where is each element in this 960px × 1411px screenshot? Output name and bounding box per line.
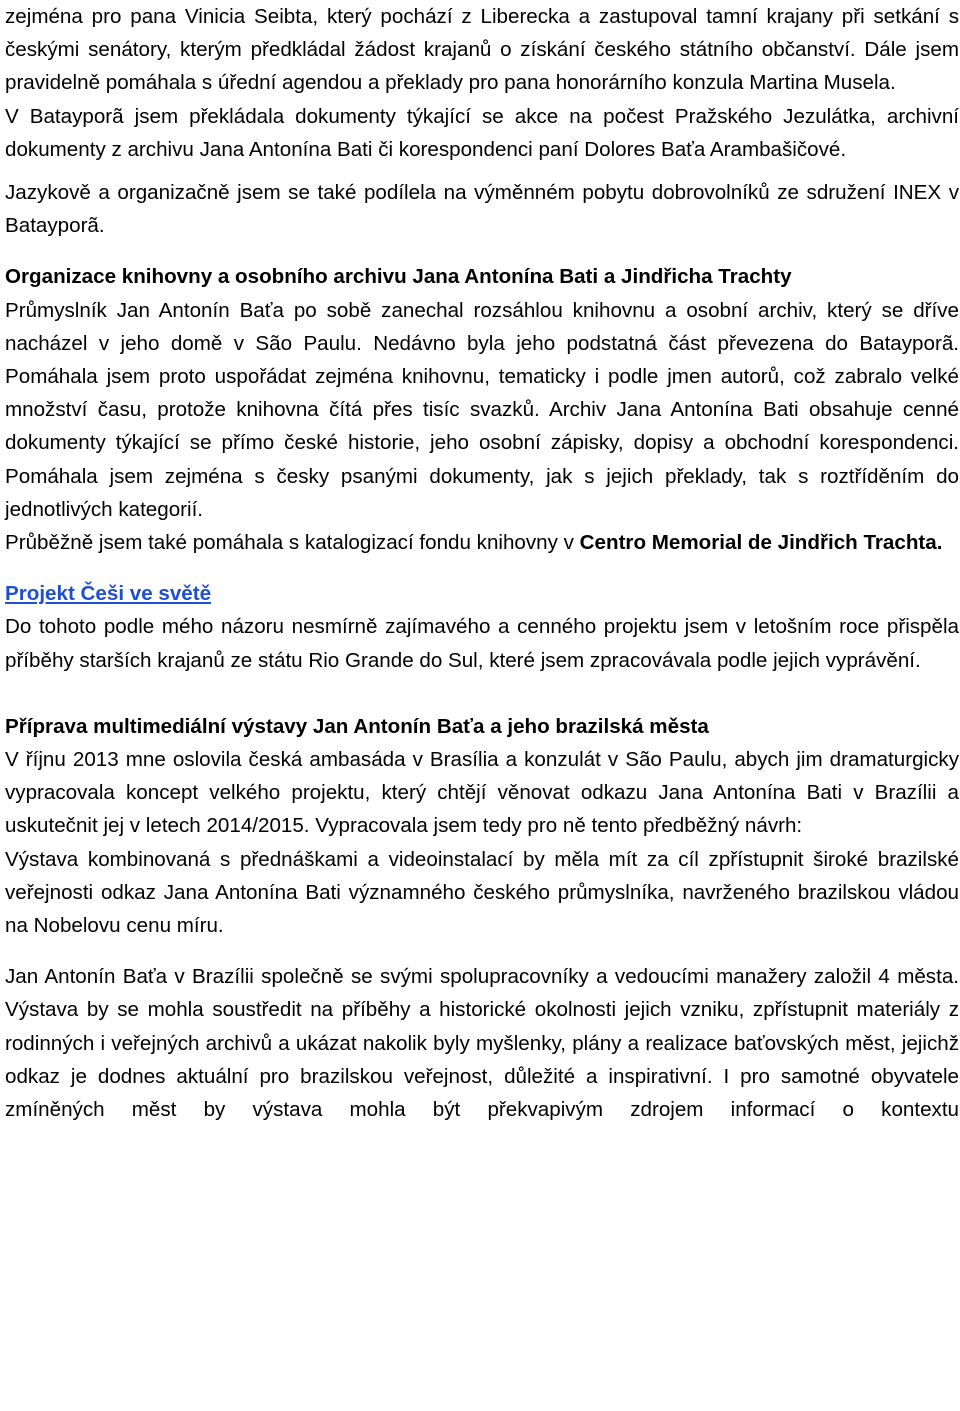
- paragraph-catalogue: [5, 526, 959, 559]
- section-heading-exhibition: Příprava multimediální výstavy Jan Antonín Baťa a jeho brazilská města: [5, 714, 709, 738]
- paragraph-inex: Jazykově a organizačně jsem se také podílela na výměnném pobytu dobrovolníků ze sdružení INEX v Batayporã.: [5, 181, 959, 238]
- spacer: [5, 242, 959, 260]
- centro-memorial-name: Centro Memorial de Jindřich Trachta.: [579, 531, 943, 555]
- projekt-cesi-ve-svete-link[interactable]: Projekt Češi ve světě: [5, 582, 212, 606]
- paragraph-exhibition-cities: Jan Antonín Baťa v Brazílii společně se svými spolupracovníky a vedoucími manažery založil 4 města. Výstava by se mohla soustředit na příběhy a historické okolnosti jejich vzniku, zpřístupnit materiály z rodinných i veřejných archivů a ukázat nakolik byly myšlenky, plány a realizace baťovských měst, jejichž odkaz je dodnes aktuální pro brazilskou veřejnost, důležité a inspirativní. I pro samotné obyvatele zmíněných měst by výstava mohla být překvapivým zdrojem informací o kontextu: [5, 965, 959, 1122]
- paragraph-translations: V Batayporã jsem překládala dokumenty týkající se akce na počest Pražského Jezulátka, archivní dokumenty z archivu Jana Antonína Bati či korespondenci paní Dolores Baťa Arambašičové.: [5, 104, 959, 161]
- paragraph-exhibition-intro: V říjnu 2013 mne oslovila česká ambasáda v Brasília a konzulát v São Paulu, abych jim dramaturgicky vypracovala koncept velkého projektu, který chtějí věnovat odkazu Jana Antonína Bati v Brazílii a uskutečnit jej v letech 2014/2015. Vypracovala jsem tedy pro ně tento předběžný návrh:: [5, 748, 959, 838]
- section-heading-library: Organizace knihovny a osobního archivu Jana Antonína Bati a Jindřicha Trachty: [5, 265, 792, 289]
- paragraph-library: Průmyslník Jan Antonín Baťa po sobě zanechal rozsáhlou knihovnu a osobní archiv, který se dříve nacházel v jeho domě v São Paulu. Nedávno byla jeho podstatná část převezena do Batayporã. Pomáhala jsem proto uspořádat zejména knihovnu, tematicky i podle jmen autorů, což zabralo velké množství času, protože knihovna čítá přes tisíc svazků. Archiv Jana Antonína Bati obsahuje cenné dokumenty týkající se přímo české historie, jeho osobní zápisky, dopisy a obchodní korespondenci. Pomáhala jsem zejména s česky psanými dokumenty, jak s jejich překlady, tak s roztříděním do jednotlivých kategorií.: [5, 298, 959, 521]
- spacer: [5, 942, 959, 960]
- paragraph-consular-help: zejména pro pana Vinicia Seibta, který pochází z Liberecka a zastupoval tamní krajany při setkání s českými senátory, kterým předkládal žádost krajanů o získání českého státního občanství. Dále jsem pravidelně pomáhala s úřední agendou a překlady pro pana honorárního konzula Martina Musela.: [5, 5, 959, 95]
- catalogue-text: Průběžně jsem také pomáhala s katalogizací fondu knihovny v: [5, 531, 580, 555]
- project-heading-row: [5, 577, 959, 610]
- paragraph-exhibition-goal: Výstava kombinovaná s přednáškami a videoinstalací by měla mít za cíl zpřístupnit široké brazilské veřejnosti odkaz Jana Antonína Bati významného českého průmyslníka, navrženého brazilskou vládou na Nobelovu cenu míru.: [5, 847, 959, 938]
- spacer: [5, 559, 959, 577]
- paragraph-project: Do tohoto podle mého názoru nesmírně zajímavého a cenného projektu jsem v letošním roce přispěla příběhy starších krajanů ze státu Rio Grande do Sul, které jsem zpracovávala podle jejich vyprávění.: [5, 615, 959, 672]
- spacer: [5, 677, 959, 710]
- spacer: [5, 166, 959, 176]
